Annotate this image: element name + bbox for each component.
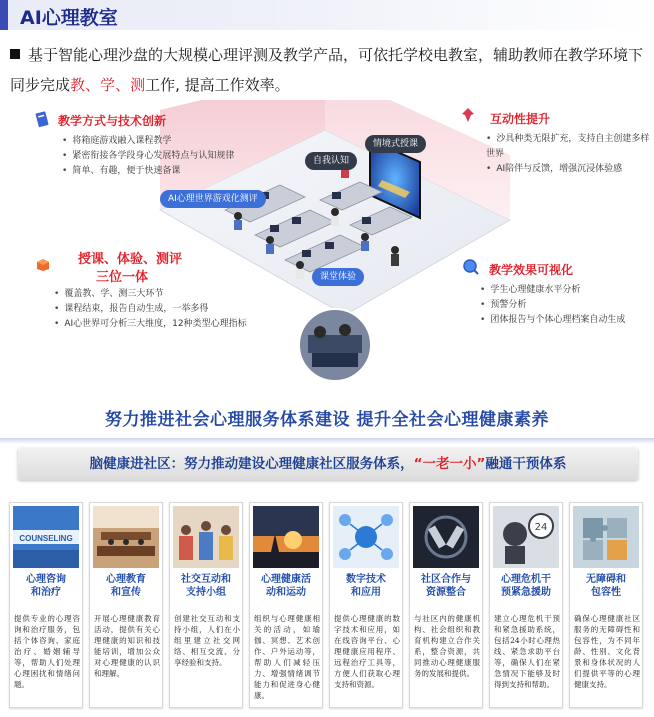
banner-text	[18, 448, 638, 480]
feature-title-trinity-line1: 授课、体验、测评	[78, 252, 183, 267]
card-desc: 建立心理危机干预和紧急援助系统，包括24小时心理热线、紧急求助平台等，确保人们在紧急情况下能够及时得到支持和帮助。	[494, 614, 560, 689]
card-social	[169, 502, 243, 708]
pill-self-knowing: 自我认知	[305, 152, 357, 170]
feature-item: • 覆盖教、学、测三大环节	[54, 287, 247, 302]
pill-ai-game-test: AI心理世界游戏化测评	[160, 190, 266, 208]
card-desc: 组织与心理健康相关的活动，如瑜伽、冥想、艺术创作、户外运动等，帮助人们减轻压力、增强情绪调节能力和促进身心健康。	[254, 614, 320, 700]
cube-icon	[36, 258, 50, 272]
card-title: 数字技术 和应用	[346, 574, 386, 598]
card-title: 社区合作与 资源整合	[421, 574, 471, 598]
feature-item: • 紧密衔接各学段身心发展特点与认知规律	[62, 149, 234, 164]
feature-list-visual	[480, 283, 625, 328]
card-desc: 提供心理健康的数字技术和应用，如在线咨询平台、心理健康应用程序、远程治疗工具等，方便人们获取心理支持和资源。	[334, 614, 400, 689]
card-desc: 与社区内的健康机构、社会组织和教育机构建立合作关系，整合资源，共同推动心理健康服务的发展和提供。	[414, 614, 480, 678]
feature-item: • AI陪伴与反馈，增强沉浸体验感	[486, 162, 654, 177]
feature-item: • AI心世界可分析三大维度，12种类型心理指标	[54, 317, 247, 332]
feature-list-teaching	[62, 134, 234, 179]
intro-keyword-test: 测	[130, 76, 146, 94]
service-cards	[9, 502, 649, 710]
search-icon	[462, 258, 480, 276]
card-title: 无障碍和 包容性	[586, 574, 626, 598]
card-activities	[249, 502, 323, 708]
pin-icon	[460, 107, 476, 125]
feature-title-interactive: 互动性提升	[490, 112, 551, 126]
feature-item: • 将箱庭游戏融入课程教学	[62, 134, 234, 149]
community-banner	[18, 448, 638, 480]
pill-class-experience: 课堂体验	[312, 268, 364, 286]
card-title: 心理教育 和宣传	[106, 574, 146, 598]
card-cooperation	[409, 502, 483, 708]
card-desc: 开展心理健康教育活动，提供有关心理健康的知识和技能培训，增加公众对心理健康的认识和理解。	[94, 614, 160, 678]
card-title: 心理危机干 预紧急援助	[501, 574, 551, 598]
pencil-icon	[34, 110, 52, 128]
intro-sep-2: 、	[115, 76, 131, 94]
card-desc: 创建社交互动和支持小组，人们在小组里建立社交网络、相互交流、分享经验和支持。	[174, 614, 240, 667]
feature-item: • 简单、有趣，便于快速备课	[62, 164, 234, 179]
sunset-image	[253, 506, 319, 568]
feature-item: • 学生心理健康水平分析	[480, 283, 625, 298]
intro-keyword-teach: 教	[70, 76, 86, 94]
feature-item: • 团体报告与个体心理档案自动生成	[480, 313, 625, 328]
card-crisis	[489, 502, 563, 708]
pill-situational-teaching: 情境式授课	[365, 135, 426, 153]
crisis-hotline-image	[493, 506, 559, 568]
intro-paragraph	[10, 40, 650, 100]
page-title: AI心理教室	[20, 7, 118, 29]
hands-image	[413, 506, 479, 568]
card-digital	[329, 502, 403, 708]
intro-text-after: 工作, 提高工作效率。	[145, 76, 290, 94]
banner-part-2: “一老一小”	[413, 456, 486, 472]
section-header	[0, 0, 654, 30]
feature-list-interactive	[486, 132, 654, 177]
intro-sep-1: 、	[85, 76, 101, 94]
card-title: 心理咨询 和治疗	[26, 574, 66, 598]
banner-part-1: 脑健康进社区：努力推动建设心理健康社区服务体系，	[89, 456, 414, 472]
card-title: 心理健康活 动和运动	[261, 574, 311, 598]
card-counseling	[9, 502, 83, 708]
classroom-image	[93, 506, 159, 568]
digital-network-image	[333, 506, 399, 568]
feature-list-trinity	[54, 287, 247, 332]
puzzle-image	[573, 506, 639, 568]
feature-title-trinity-line2: 三位一体	[96, 270, 149, 285]
intro-text-before: 基于智能心理沙盘的大规模心理评测及教学产品，可依托学校电教室，辅助教师在教学环境下同步完成	[10, 46, 644, 94]
card-title: 社交互动和 支持小组	[181, 574, 231, 598]
feature-item: • 沙具种类无限扩充，支持自主创建多样世界	[486, 132, 654, 162]
feature-item: • 预警分析	[480, 298, 625, 313]
feature-title-teaching: 教学方式与技术创新	[58, 114, 167, 128]
card-desc: 提供专业的心理咨询和治疗服务，包括个体咨询、家庭治疗、婚姻辅导等，帮助人们处理心理困扰和情绪问题。	[14, 614, 80, 689]
feature-item: • 课程结束，报告自动生成，一举多得	[54, 302, 247, 317]
square-bullet-icon	[10, 49, 20, 59]
feature-title-visual: 教学效果可视化	[489, 263, 574, 277]
intro-keyword-learn: 学	[100, 76, 116, 94]
counseling-image	[13, 506, 79, 568]
counseling-image-text: COUNSELING	[19, 534, 73, 543]
group-image	[173, 506, 239, 568]
card-education	[89, 502, 163, 708]
banner-part-3: 融通干预体系	[485, 456, 567, 472]
section-divider	[0, 438, 654, 444]
card-accessibility	[569, 502, 643, 708]
svg-text:24: 24	[534, 522, 548, 533]
slogan-heading: 努力推进社会心理服务体系建设 提升全社会心理健康素养	[105, 410, 549, 430]
card-desc: 确保心理健康社区服务的无障碍性和包容性，为不同年龄、性别、文化背景和身体状况的人们提供平等的心理健康支持。	[574, 614, 640, 689]
header-accent-bar	[0, 0, 8, 30]
